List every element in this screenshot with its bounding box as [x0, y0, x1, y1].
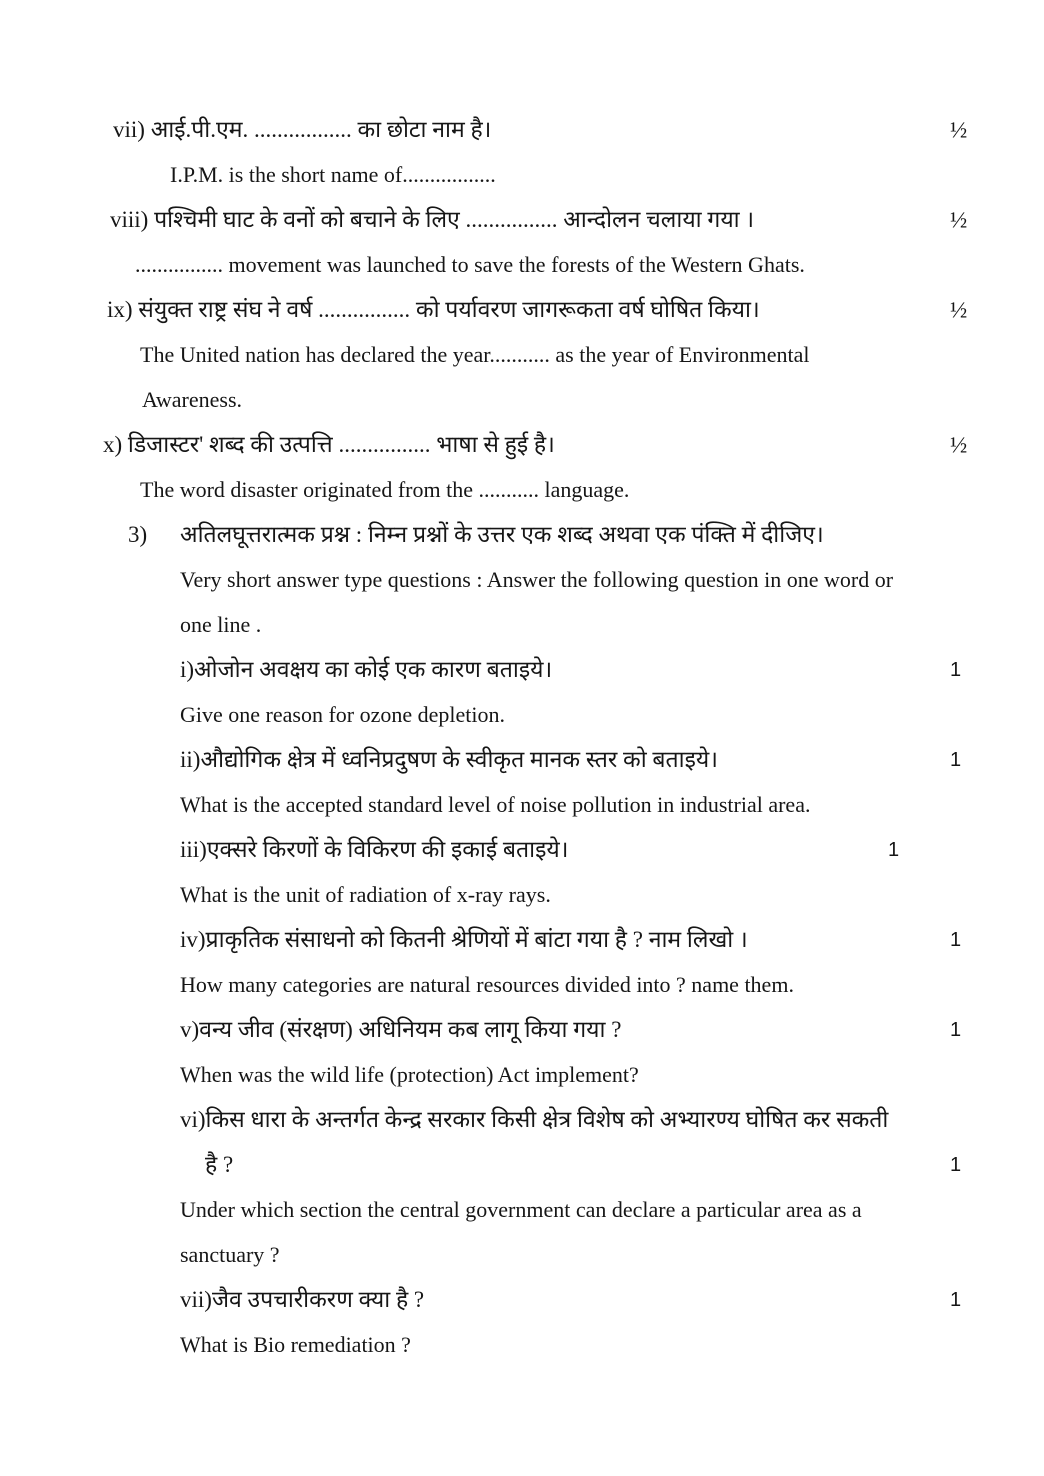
- marks-value: ½: [950, 117, 968, 142]
- document-line: [0, 1187, 1044, 1232]
- marks-value: 1: [950, 1018, 962, 1041]
- document-line: [0, 1142, 1044, 1187]
- line-text: Give one reason for ozone depletion.: [180, 701, 505, 727]
- line-text: How many categories are natural resources divided into ? name them.: [180, 971, 794, 997]
- document-line: [0, 1232, 1044, 1277]
- document-line: [0, 782, 1044, 827]
- document-line: [0, 602, 1044, 647]
- document-line: [0, 962, 1044, 1007]
- marks-value: 1: [950, 1153, 962, 1176]
- document-line: [0, 1277, 1044, 1322]
- line-text: vii)जैव उपचारीकरण क्या है ?: [180, 1287, 425, 1312]
- line-text: one line .: [180, 611, 262, 637]
- line-text: ................ movement was launched to save the forests of the Western Ghats.: [135, 251, 805, 277]
- document-line: [0, 197, 1044, 242]
- line-text: Under which section the central government can declare a particular area as a: [180, 1196, 862, 1222]
- line-text: अतिलघूत्तरात्मक प्रश्न : निम्न प्रश्नों के उत्तर एक शब्द अथवा एक पंक्ति में दीजिए।: [180, 522, 824, 547]
- line-text: i)ओजोन अवक्षय का कोई एक कारण बताइये।: [180, 657, 553, 682]
- line-text: sanctuary ?: [180, 1241, 280, 1267]
- line-text: है ?: [205, 1152, 234, 1177]
- document-line: [0, 512, 1044, 557]
- marks-value: ½: [950, 297, 968, 322]
- line-text: v)वन्य जीव (संरक्षण) अधिनियम कब लागू किया गया ?: [180, 1017, 622, 1042]
- document-line: [0, 1322, 1044, 1367]
- document-line: [0, 467, 1044, 512]
- marks-value: ½: [950, 432, 968, 457]
- document-line: [0, 917, 1044, 962]
- line-text: What is Bio remediation ?: [180, 1331, 411, 1357]
- document-line: [0, 692, 1044, 737]
- line-text: ix) संयुक्त राष्ट्र संघ ने वर्ष ................ को पर्यावरण जागरूकता वर्ष घोषित किया।: [107, 297, 760, 322]
- document-line: [0, 332, 1044, 377]
- line-text: Very short answer type questions : Answer the following question in one word or: [180, 566, 894, 592]
- document-line: [0, 422, 1044, 467]
- marks-value: 1: [950, 748, 962, 771]
- line-text: ii)औद्योगिक क्षेत्र में ध्वनिप्रदुषण के स्वीकृत मानक स्तर को बताइये।: [180, 747, 718, 772]
- line-text: Awareness.: [142, 386, 242, 412]
- document-line: [0, 737, 1044, 782]
- marks-value: 1: [888, 838, 900, 861]
- marks-value: 1: [950, 1288, 962, 1311]
- document-line: [0, 242, 1044, 287]
- marks-value: 1: [950, 658, 962, 681]
- marks-value: ½: [950, 207, 968, 232]
- document-line: [0, 1097, 1044, 1142]
- line-text: x) डिजास्टर' शब्द की उत्पत्ति ................ भाषा से हुई है।: [103, 432, 555, 457]
- line-text: I.P.M. is the short name of.................: [170, 161, 496, 187]
- line-text: The word disaster originated from the ........... language.: [140, 476, 630, 502]
- document-line: [0, 377, 1044, 422]
- line-text: vi)किस धारा के अन्तर्गत केन्द्र सरकार किसी क्षेत्र विशेष को अभ्यारण्य घोषित कर सकती: [180, 1107, 889, 1132]
- document-line: [0, 107, 1044, 152]
- line-text: iii)एक्सरे किरणों के विकिरण की इकाई बताइये।: [180, 837, 569, 862]
- line-text: iv)प्राकृतिक संसाधनो को कितनी श्रेणियों में बांटा गया है ? नाम लिखो ।: [180, 927, 748, 952]
- line-text: What is the accepted standard level of noise pollution in industrial area.: [180, 791, 811, 817]
- document-line: [0, 152, 1044, 197]
- document-line: [0, 557, 1044, 602]
- line-text: vii) आई.पी.एम. ................. का छोटा नाम है।: [113, 117, 492, 142]
- document-line: [0, 827, 1044, 872]
- document-line: [0, 287, 1044, 332]
- document-line: [0, 1007, 1044, 1052]
- line-text: When was the wild life (protection) Act implement?: [180, 1061, 639, 1087]
- line-text: What is the unit of radiation of x-ray rays.: [180, 881, 551, 907]
- line-text: viii) पश्चिमी घाट के वनों को बचाने के लिए ................ आन्दोलन चलाया गया ।: [110, 207, 755, 232]
- question-number: 3): [128, 522, 148, 547]
- marks-value: 1: [950, 928, 962, 951]
- document-line: [0, 1052, 1044, 1097]
- document-line: [0, 647, 1044, 692]
- question-lines: [0, 107, 1044, 1367]
- line-text: The United nation has declared the year........... as the year of Environmental: [140, 341, 810, 367]
- document-line: [0, 872, 1044, 917]
